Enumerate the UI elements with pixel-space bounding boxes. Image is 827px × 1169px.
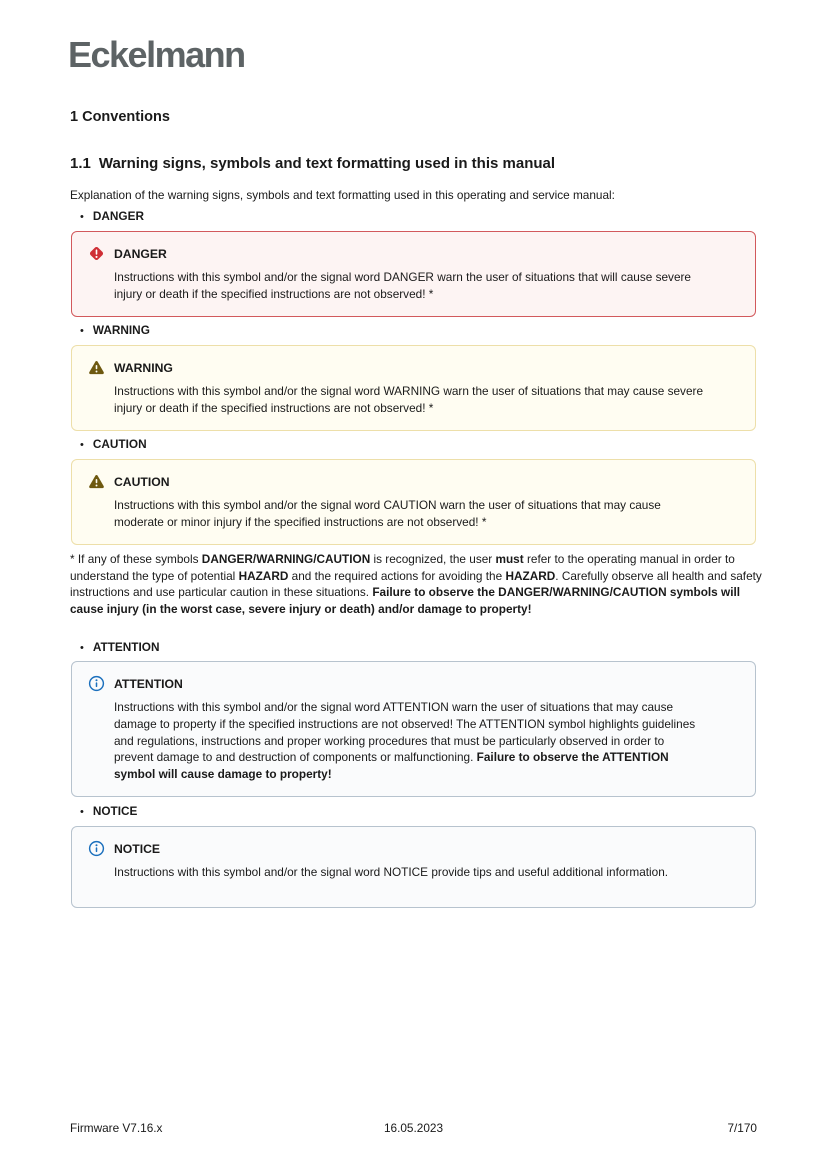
admonition-notice	[71, 826, 756, 908]
admonition-caution	[71, 459, 756, 545]
admonition-body-danger: Instructions with this symbol and/or the signal word DANGER warn the user of situations that will cause severe injury or death if the specified instructions are not observed! *	[114, 270, 691, 301]
admonition-header	[72, 662, 755, 692]
bullet-item-danger	[80, 209, 144, 223]
admonition-header	[72, 827, 755, 857]
bullet-marker: •	[80, 325, 84, 337]
admonition-body-caution: Instructions with this symbol and/or the signal word CAUTION warn the user of situations that may cause moderate or minor injury if the specified instructions are not observed! *	[114, 498, 661, 529]
warning-triangle-icon	[88, 359, 105, 376]
bullet-item-warning	[80, 323, 150, 337]
bullet-item-attention	[80, 640, 159, 654]
section-heading: Warning signs, symbols and text formatting used in this manual	[98, 155, 556, 172]
section-title	[70, 155, 555, 172]
bullet-marker: •	[80, 642, 84, 654]
admonition-danger	[71, 231, 756, 317]
intro-paragraph: Explanation of the warning signs, symbols and text formatting used in this operating and service manual:	[70, 188, 615, 202]
footnote-paragraph: * If any of these symbols DANGER/WARNING/CAUTION is recognized, the user must refer to the operating manual in order to understand the type of potential HAZARD and the required actions for avoiding the HAZARD. Carefully observe all health and safety instructions and use particular caution in these situations. Failure to observe the DANGER/WARNING/CAUTION symbols will cause injury (in the worst case, severe injury or death) and/or damage to property!	[70, 552, 762, 616]
admonition-header	[72, 232, 755, 262]
footer-firmware-version: Firmware V7.16.x	[70, 1121, 163, 1135]
admonition-header	[72, 460, 755, 490]
bullet-marker: •	[80, 806, 84, 818]
admonition-attention	[71, 661, 756, 797]
admonition-body-notice: Instructions with this symbol and/or the signal word NOTICE provide tips and useful additional information.	[114, 865, 669, 879]
bullet-label-warning: WARNING	[92, 323, 150, 337]
footer-page-number: 7/170	[727, 1121, 757, 1135]
bullet-label-danger: DANGER	[92, 209, 144, 223]
admonition-title-caution: CAUTION	[114, 474, 170, 489]
admonition-body-warning: Instructions with this symbol and/or the signal word WARNING warn the user of situations that may cause severe injury or death if the specified instructions are not observed! *	[114, 384, 704, 415]
admonition-title-notice: NOTICE	[114, 841, 161, 856]
bullet-item-caution	[80, 437, 147, 451]
bullet-marker: •	[80, 439, 84, 451]
admonition-title-warning: WARNING	[114, 360, 173, 375]
bullet-label-attention: ATTENTION	[92, 640, 160, 654]
warning-triangle-icon	[88, 473, 105, 490]
admonition-header	[72, 346, 755, 376]
footer-date: 16.05.2023	[383, 1121, 444, 1135]
info-circle-icon	[88, 840, 105, 857]
bullet-label-notice: NOTICE	[92, 804, 138, 818]
admonition-title-danger: DANGER	[114, 246, 167, 261]
info-circle-icon	[88, 675, 105, 692]
eckelmann-logo: Eckelmann	[68, 34, 245, 75]
bullet-marker: •	[80, 211, 84, 223]
section-number: 1.1	[70, 155, 91, 172]
admonition-warning	[71, 345, 756, 431]
bullet-label-caution: CAUTION	[92, 437, 147, 451]
admonition-body-attention: Instructions with this symbol and/or the signal word ATTENTION warn the user of situations that may cause damage to property if the specified instructions are not observed! The ATTENTION symbol highlights guidelines and regulations, instructions and proper working procedures that must be particularly observed in order to prevent damage to and destruction of components or malfunctioning. Failure to observe the ATTENTION symbol will cause damage to property!	[114, 700, 696, 781]
page-footer	[70, 1121, 757, 1135]
danger-diamond-icon	[88, 245, 105, 262]
bullet-item-notice	[80, 804, 137, 818]
admonition-title-attention: ATTENTION	[114, 676, 183, 691]
chapter-title: 1 Conventions	[70, 109, 170, 125]
